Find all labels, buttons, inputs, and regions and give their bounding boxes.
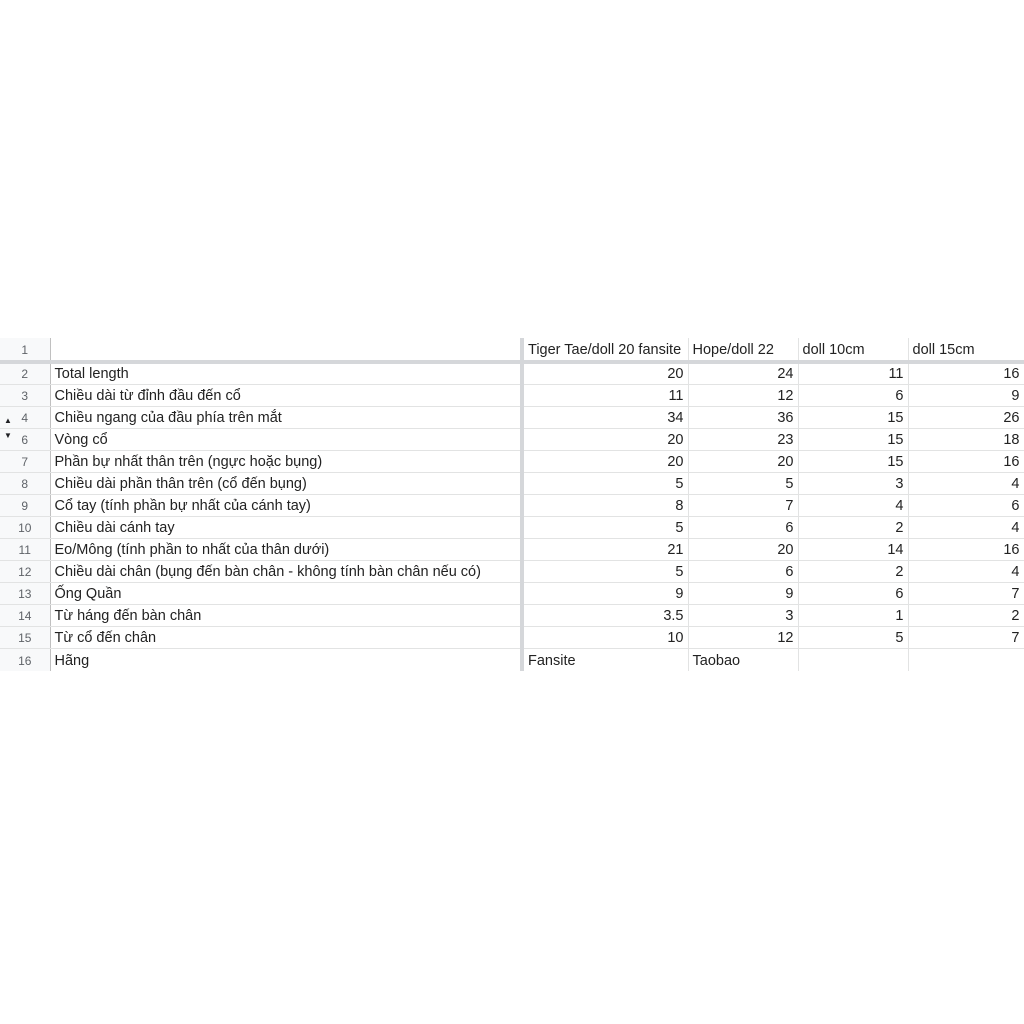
row-number-label: 11 — [18, 543, 31, 557]
brand-cell[interactable] — [908, 649, 1024, 671]
value-cell[interactable]: 20 — [688, 539, 798, 561]
column-header-cell[interactable] — [50, 338, 522, 362]
row-label-cell[interactable]: Từ háng đến bàn chân — [50, 605, 522, 627]
value-cell[interactable]: 16 — [908, 451, 1024, 473]
value-cell[interactable]: 23 — [688, 429, 798, 451]
row-label-cell[interactable]: Chiều ngang của đầu phía trên mắt — [50, 407, 522, 429]
value-cell[interactable]: 7 — [908, 627, 1024, 649]
column-header-cell[interactable]: Hope/doll 22 — [688, 338, 798, 362]
value-cell[interactable]: 7 — [908, 583, 1024, 605]
row-label-cell[interactable]: Total length — [50, 362, 522, 385]
header-row — [0, 338, 1024, 362]
row-number[interactable]: 1 — [0, 338, 50, 362]
row-number[interactable] — [0, 495, 50, 517]
row-number[interactable] — [0, 561, 50, 583]
value-cell[interactable]: 9 — [522, 583, 688, 605]
row-label-cell[interactable]: Hãng — [50, 649, 522, 671]
value-cell[interactable]: 4 — [908, 473, 1024, 495]
value-cell[interactable]: 16 — [908, 362, 1024, 385]
value-cell[interactable]: 8 — [522, 495, 688, 517]
row-number-label: 4 — [21, 411, 29, 425]
table-row — [0, 451, 1024, 473]
row-number-label: 10 — [18, 521, 32, 535]
value-cell[interactable]: 6 — [688, 561, 798, 583]
row-number[interactable] — [0, 385, 50, 407]
value-cell[interactable]: 14 — [798, 539, 908, 561]
value-cell[interactable]: 11 — [522, 385, 688, 407]
value-cell[interactable]: 6 — [908, 495, 1024, 517]
value-cell[interactable]: 4 — [908, 517, 1024, 539]
value-cell[interactable]: 20 — [522, 362, 688, 385]
value-cell[interactable]: 5 — [522, 473, 688, 495]
row-label-cell[interactable]: Cổ tay (tính phần bự nhất của cánh tay) — [50, 495, 522, 517]
value-cell[interactable]: 4 — [798, 495, 908, 517]
row-label-cell[interactable]: Chiều dài chân (bụng đến bàn chân - không tính bàn chân nếu có) — [50, 561, 522, 583]
row-label-cell[interactable]: Chiều dài phần thân trên (cổ đến bụng) — [50, 473, 522, 495]
row-number-label: 8 — [21, 477, 29, 491]
table-row — [0, 605, 1024, 627]
value-cell[interactable]: 11 — [798, 362, 908, 385]
row-number[interactable] — [0, 473, 50, 495]
value-cell[interactable]: 5 — [798, 627, 908, 649]
brand-cell[interactable]: Taobao — [688, 649, 798, 671]
table-row — [0, 539, 1024, 561]
value-cell[interactable]: 6 — [688, 517, 798, 539]
value-cell[interactable]: 20 — [522, 451, 688, 473]
value-cell[interactable]: 34 — [522, 407, 688, 429]
row-label-cell[interactable]: Ống Quần — [50, 583, 522, 605]
row-number-label: 12 — [18, 565, 32, 579]
value-cell[interactable]: 12 — [688, 627, 798, 649]
table-row — [0, 362, 1024, 385]
table-row — [0, 473, 1024, 495]
row-number-label: 3 — [21, 389, 29, 403]
row-number[interactable] — [0, 539, 50, 561]
row-number-label: 2 — [21, 367, 29, 381]
value-cell[interactable]: 12 — [688, 385, 798, 407]
value-cell[interactable]: 6 — [798, 583, 908, 605]
value-cell[interactable]: 3.5 — [522, 605, 688, 627]
column-header-cell[interactable]: Tiger Tae/doll 20 fansite — [522, 338, 688, 362]
table-row — [0, 583, 1024, 605]
value-cell[interactable]: 10 — [522, 627, 688, 649]
value-cell[interactable]: 20 — [522, 429, 688, 451]
value-cell[interactable]: 4 — [908, 561, 1024, 583]
table-row — [0, 627, 1024, 649]
table-row — [0, 385, 1024, 407]
row-label-cell[interactable]: Vòng cổ — [50, 429, 522, 451]
value-cell[interactable]: 15 — [798, 451, 908, 473]
row-label-cell[interactable]: Chiều dài từ đỉnh đầu đến cổ — [50, 385, 522, 407]
expand-hidden-rows-down-icon[interactable]: ▼ — [4, 431, 12, 440]
row-number-label: 14 — [18, 609, 32, 623]
spreadsheet-grid — [0, 338, 1024, 684]
expand-hidden-rows-up-icon[interactable]: ▲ — [4, 416, 12, 425]
row-number-label: 7 — [21, 455, 29, 469]
table-row — [0, 517, 1024, 539]
row-number[interactable] — [0, 605, 50, 627]
table-row — [0, 495, 1024, 517]
row-label-cell[interactable]: Từ cổ đến chân — [50, 627, 522, 649]
value-cell[interactable]: 21 — [522, 539, 688, 561]
brand-cell[interactable] — [798, 649, 908, 671]
row-number[interactable] — [0, 362, 50, 385]
value-cell[interactable]: 26 — [908, 407, 1024, 429]
row-label-cell[interactable]: Eo/Mông (tính phần to nhất của thân dưới) — [50, 539, 522, 561]
value-cell[interactable]: 5 — [522, 561, 688, 583]
value-cell[interactable]: 2 — [798, 561, 908, 583]
row-number[interactable] — [0, 517, 50, 539]
column-header-cell[interactable]: doll 15cm — [908, 338, 1024, 362]
value-cell[interactable]: 36 — [688, 407, 798, 429]
value-cell[interactable]: 3 — [688, 605, 798, 627]
value-cell[interactable]: 9 — [908, 385, 1024, 407]
value-cell[interactable]: 24 — [688, 362, 798, 385]
value-cell[interactable]: 15 — [798, 429, 908, 451]
row-number[interactable] — [0, 429, 50, 451]
value-cell[interactable]: 20 — [688, 451, 798, 473]
row-number[interactable] — [0, 627, 50, 649]
value-cell[interactable]: 6 — [798, 385, 908, 407]
value-cell[interactable]: 2 — [798, 517, 908, 539]
row-number[interactable] — [0, 407, 50, 429]
value-cell[interactable]: 3 — [798, 473, 908, 495]
table-row — [0, 407, 1024, 429]
row-number-label: 13 — [18, 587, 32, 601]
table-row — [0, 429, 1024, 451]
row-label-cell[interactable]: Chiều dài cánh tay — [50, 517, 522, 539]
row-number[interactable]: 16 — [0, 649, 50, 671]
value-cell[interactable]: 2 — [908, 605, 1024, 627]
value-cell[interactable]: 5 — [688, 473, 798, 495]
data-table — [0, 338, 1024, 671]
value-cell[interactable]: 7 — [688, 495, 798, 517]
value-cell[interactable]: 1 — [798, 605, 908, 627]
row-number[interactable] — [0, 451, 50, 473]
column-header-cell[interactable]: doll 10cm — [798, 338, 908, 362]
row-label-cell[interactable]: Phần bự nhất thân trên (ngực hoặc bụng) — [50, 451, 522, 473]
row-number-label: 9 — [21, 499, 29, 513]
value-cell[interactable]: 18 — [908, 429, 1024, 451]
table-row — [0, 561, 1024, 583]
value-cell[interactable]: 5 — [522, 517, 688, 539]
brand-row — [0, 649, 1024, 671]
row-number[interactable] — [0, 583, 50, 605]
value-cell[interactable]: 15 — [798, 407, 908, 429]
row-number-label: 15 — [18, 631, 32, 645]
value-cell[interactable]: 9 — [688, 583, 798, 605]
value-cell[interactable]: 16 — [908, 539, 1024, 561]
row-number-label: 6 — [21, 433, 29, 447]
brand-cell[interactable]: Fansite — [522, 649, 688, 671]
